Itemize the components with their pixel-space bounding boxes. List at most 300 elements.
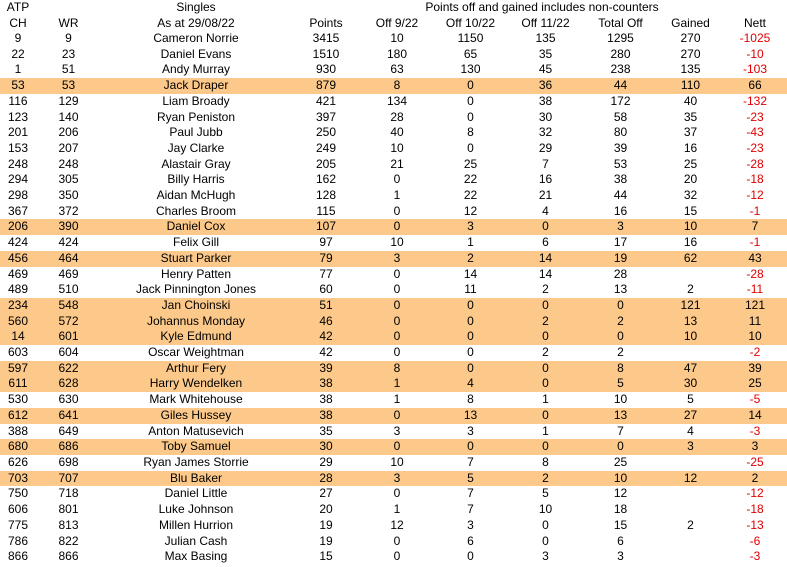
cell-points: 29 (319, 454, 333, 469)
cell-points: 128 (315, 188, 337, 203)
header-cell: Singles (176, 0, 216, 14)
table-row (0, 376, 787, 392)
cell-off10: 65 (463, 46, 478, 61)
cell-name: Daniel Cox (101, 219, 291, 235)
cell-points: 38 (291, 376, 361, 392)
cell-off11: 35 (538, 46, 553, 61)
cell-name: Johannus Monday (101, 314, 291, 330)
cell-gained: 13 (658, 314, 723, 330)
col-header-off9: Off 9/22 (375, 15, 419, 30)
cell-name: Julian Cash (164, 533, 228, 548)
cell-off11: 6 (542, 235, 549, 250)
cell-off9: 1 (393, 188, 401, 203)
cell-gained: 5 (687, 392, 694, 407)
cell-total: 44 (583, 78, 658, 94)
table-row (0, 314, 787, 330)
cell-name: Millen Hurrion (158, 517, 234, 532)
cell-wr: 641 (36, 408, 101, 424)
cell-ch: 611 (0, 376, 36, 392)
cell-total: 13 (583, 408, 658, 424)
col-header-off11: Off 11/22 (521, 15, 570, 30)
cell-gained: 27 (658, 408, 723, 424)
cell-wr: 129 (58, 93, 79, 108)
cell-total: 58 (613, 109, 628, 124)
table-row (0, 361, 787, 377)
cell-points: 20 (319, 502, 333, 517)
cell-gained: 2 (687, 517, 694, 532)
cell-points: 51 (291, 298, 361, 314)
cell-off10: 3 (433, 219, 508, 235)
cell-ch: 866 (7, 549, 29, 564)
cell-off9: 8 (361, 78, 433, 94)
cell-off9: 3 (393, 423, 401, 438)
header-row-1 (0, 0, 787, 16)
table-row (0, 392, 787, 408)
cell-name: Jay Clarke (167, 140, 225, 155)
cell-wr: 801 (58, 502, 79, 517)
cell-off10: 7 (467, 502, 474, 517)
cell-gained: 16 (683, 235, 698, 250)
cell-off11: 21 (538, 188, 553, 203)
cell-total: 44 (613, 188, 628, 203)
table-row (0, 219, 787, 235)
cell-nett: 14 (723, 408, 787, 424)
cell-points: 30 (291, 439, 361, 455)
cell-ch: 14 (0, 329, 36, 345)
cell-off11: 1 (542, 392, 549, 407)
table-row (0, 157, 787, 173)
cell-wr: 510 (58, 282, 79, 297)
cell-wr: 822 (58, 533, 79, 548)
cell-off9: 0 (393, 203, 401, 218)
cell-nett: -23 (746, 140, 764, 155)
cell-wr: 630 (58, 392, 79, 407)
cell-ch: 489 (7, 282, 29, 297)
table-row (0, 329, 787, 345)
cell-off11: 2 (542, 282, 549, 297)
cell-total: 39 (613, 140, 628, 155)
cell-off9: 0 (393, 345, 401, 360)
table-row (0, 141, 787, 157)
header-row-2 (0, 16, 787, 32)
header-cell (291, 0, 361, 16)
cell-total: 3 (617, 549, 624, 564)
cell-gained: 35 (683, 109, 698, 124)
cell-points: 79 (291, 251, 361, 267)
table-row (0, 251, 787, 267)
cell-total: 38 (613, 172, 628, 187)
cell-off11: 0 (542, 517, 549, 532)
cell-off9: 1 (393, 392, 401, 407)
cell-total: 3 (583, 219, 658, 235)
cell-total: 15 (613, 517, 628, 532)
cell-off9: 10 (390, 140, 404, 155)
cell-gained: 12 (658, 471, 723, 487)
cell-total: 172 (610, 93, 631, 108)
cell-gained: 62 (658, 251, 723, 267)
cell-nett: -1025 (739, 31, 771, 45)
cell-off10: 22 (463, 172, 478, 187)
cell-total: 12 (613, 486, 628, 501)
cell-total: 2 (617, 345, 624, 360)
cell-off11: 2 (542, 345, 549, 360)
cell-name: Aidan McHugh (156, 188, 236, 203)
cell-nett: -3 (749, 549, 761, 564)
cell-off9: 12 (390, 517, 404, 532)
table-row (0, 204, 787, 220)
cell-ch: 703 (0, 471, 36, 487)
cell-off9: 3 (361, 251, 433, 267)
cell-gained: 4 (687, 423, 694, 438)
cell-name: Paul Jubb (169, 125, 223, 140)
cell-gained (658, 534, 723, 550)
cell-points: 38 (291, 408, 361, 424)
cell-wr: 206 (58, 125, 79, 140)
cell-total: 16 (613, 203, 628, 218)
cell-points: 421 (315, 93, 337, 108)
cell-nett: 11 (723, 314, 787, 330)
cell-off9: 0 (393, 172, 401, 187)
cell-total: 80 (613, 125, 628, 140)
cell-off10: 22 (463, 188, 478, 203)
cell-total: 280 (610, 46, 631, 61)
cell-off10: 0 (467, 93, 474, 108)
cell-off9: 10 (390, 235, 404, 250)
cell-total: 28 (613, 266, 628, 281)
cell-wr: 305 (58, 172, 79, 187)
cell-name: Arthur Fery (101, 361, 291, 377)
cell-ch: 597 (0, 361, 36, 377)
cell-name: Alastair Gray (161, 156, 231, 171)
cell-total: 10 (583, 471, 658, 487)
col-header-total: Total Off (598, 15, 643, 30)
cell-off10: 3 (467, 423, 474, 438)
cell-gained: 270 (680, 46, 701, 61)
cell-gained: 2 (687, 282, 694, 297)
cell-points: 3415 (312, 31, 340, 45)
cell-gained: 110 (658, 78, 723, 94)
cell-nett: 3 (723, 439, 787, 455)
cell-off11: 0 (508, 219, 583, 235)
cell-ch: 298 (7, 188, 29, 203)
cell-off10: 130 (460, 62, 481, 77)
cell-gained: 32 (683, 188, 698, 203)
cell-off11: 4 (542, 203, 549, 218)
cell-off9: 40 (390, 125, 404, 140)
cell-ch: 153 (7, 140, 29, 155)
cell-gained: 121 (658, 298, 723, 314)
cell-wr: 698 (58, 454, 79, 469)
cell-nett: -5 (749, 392, 761, 407)
cell-ch: 456 (0, 251, 36, 267)
cell-ch: 201 (7, 125, 29, 140)
cell-name: Kyle Edmund (101, 329, 291, 345)
cell-off10: 1 (467, 235, 474, 250)
cell-name: Jack Draper (101, 78, 291, 94)
cell-ch: 603 (7, 345, 29, 360)
cell-off10: 0 (467, 109, 474, 124)
cell-off11: 0 (508, 376, 583, 392)
cell-off11: 30 (538, 109, 553, 124)
cell-off9: 0 (361, 298, 433, 314)
cell-total: 17 (613, 235, 628, 250)
table-row (0, 94, 787, 110)
cell-ch: 22 (11, 46, 25, 61)
cell-ch: 206 (0, 219, 36, 235)
cell-off9: 0 (361, 439, 433, 455)
cell-off9: 0 (393, 486, 401, 501)
cell-points: 397 (315, 109, 337, 124)
cell-wr: 686 (36, 439, 101, 455)
cell-wr: 628 (36, 376, 101, 392)
cell-off9: 10 (390, 31, 404, 45)
cell-off10: 0 (467, 345, 474, 360)
col-header-ch: CH (9, 15, 27, 30)
table-row (0, 110, 787, 126)
cell-off10: 0 (467, 140, 474, 155)
cell-off10: 4 (433, 376, 508, 392)
cell-points: 205 (315, 156, 337, 171)
cell-nett: -12 (746, 486, 764, 501)
cell-total: 8 (583, 361, 658, 377)
col-header-gained: Gained (671, 15, 710, 30)
cell-nett: -11 (746, 282, 764, 297)
cell-name: Ryan James Storrie (143, 454, 249, 469)
cell-off10: 5 (433, 471, 508, 487)
cell-gained: 10 (658, 329, 723, 345)
table-row (0, 455, 787, 471)
cell-name: Mark Whitehouse (149, 392, 243, 407)
cell-ch: 234 (0, 298, 36, 314)
cell-off10: 0 (433, 298, 508, 314)
cell-name: Max Basing (164, 549, 228, 564)
cell-wr: 649 (58, 423, 79, 438)
table-row (0, 424, 787, 440)
cell-gained: 10 (658, 219, 723, 235)
cell-off9: 0 (393, 533, 401, 548)
cell-name: Henry Patten (160, 266, 232, 281)
cell-wr: 372 (58, 203, 79, 218)
cell-ch: 9 (14, 31, 22, 45)
cell-nett: 2 (723, 471, 787, 487)
cell-nett: -103 (742, 62, 768, 77)
cell-gained: 15 (683, 203, 698, 218)
cell-name: Stuart Parker (101, 251, 291, 267)
cell-name: Cameron Norrie (153, 31, 239, 45)
table-row (0, 235, 787, 251)
table-row (0, 125, 787, 141)
cell-ch: 123 (7, 109, 29, 124)
cell-gained (658, 345, 723, 361)
cell-off10: 0 (467, 549, 474, 564)
cell-off11: 0 (508, 408, 583, 424)
table-row (0, 408, 787, 424)
cell-wr: 424 (58, 235, 79, 250)
col-header-points: Points (309, 15, 343, 30)
cell-total: 0 (583, 329, 658, 345)
cell-nett: -10 (746, 46, 764, 61)
cell-off11: 0 (508, 361, 583, 377)
cell-points: 27 (319, 486, 333, 501)
cell-nett: -13 (746, 517, 764, 532)
cell-nett: -18 (746, 172, 764, 187)
cell-off11: 36 (508, 78, 583, 94)
cell-off11: 29 (538, 140, 553, 155)
cell-total: 18 (613, 502, 628, 517)
cell-wr: 53 (36, 78, 101, 94)
table-row (0, 298, 787, 314)
cell-nett: -3 (749, 423, 761, 438)
cell-wr: 464 (36, 251, 101, 267)
cell-points: 107 (291, 219, 361, 235)
cell-name: Billy Harris (167, 172, 225, 187)
cell-total: 2 (583, 314, 658, 330)
cell-off9: 180 (386, 46, 408, 61)
cell-ch: 606 (7, 502, 29, 517)
cell-nett: -28 (746, 266, 764, 281)
cell-points: 1510 (312, 46, 340, 61)
cell-off10: 7 (467, 486, 474, 501)
table-row (0, 486, 787, 502)
cell-off11: 16 (538, 172, 553, 187)
table-body (0, 31, 787, 565)
cell-off9: 1 (393, 502, 401, 517)
table-row (0, 518, 787, 534)
cell-off11: 14 (508, 251, 583, 267)
cell-off10: 0 (433, 78, 508, 94)
cell-ch: 775 (7, 517, 29, 532)
cell-ch: 294 (7, 172, 29, 187)
table-row (0, 62, 787, 78)
cell-off9: 21 (390, 156, 404, 171)
cell-off9: 10 (390, 454, 404, 469)
cell-wr: 207 (58, 140, 79, 155)
cell-ch: 680 (0, 439, 36, 455)
cell-name: Daniel Little (164, 486, 228, 501)
cell-off11: 0 (508, 298, 583, 314)
cell-wr: 51 (61, 62, 76, 77)
cell-name: Harry Wendelken (101, 376, 291, 392)
cell-gained: 37 (683, 125, 698, 140)
cell-nett: 121 (723, 298, 787, 314)
cell-total: 19 (583, 251, 658, 267)
cell-wr: 813 (58, 517, 79, 532)
cell-ch: 469 (7, 266, 29, 281)
cell-off10: 7 (467, 454, 474, 469)
cell-name: Giles Hussey (101, 408, 291, 424)
table-row (0, 439, 787, 455)
header-cell (723, 0, 787, 16)
cell-total: 10 (613, 392, 628, 407)
cell-total: 53 (613, 156, 628, 171)
cell-off11: 2 (508, 471, 583, 487)
cell-off11: 14 (538, 266, 553, 281)
cell-name: Charles Broom (155, 203, 237, 218)
cell-nett: -43 (746, 125, 764, 140)
cell-total: 1295 (607, 31, 634, 45)
cell-nett: -1 (749, 235, 761, 250)
cell-nett: 10 (723, 329, 787, 345)
cell-ch: 116 (8, 93, 28, 108)
col-header-nett: Nett (743, 15, 766, 30)
cell-nett: 7 (723, 219, 787, 235)
cell-name: Luke Johnson (158, 502, 234, 517)
cell-off11: 32 (538, 125, 553, 140)
cell-wr: 572 (36, 314, 101, 330)
cell-wr: 140 (58, 109, 79, 124)
cell-ch: 626 (7, 454, 29, 469)
cell-points: 162 (315, 172, 337, 187)
cell-nett: -28 (746, 156, 764, 171)
cell-ch: 248 (7, 156, 29, 171)
cell-ch: 424 (7, 235, 29, 250)
cell-off10: 0 (433, 329, 508, 345)
table-row (0, 345, 787, 361)
cell-gained (658, 267, 723, 283)
cell-wr: 350 (58, 188, 79, 203)
cell-points: 46 (291, 314, 361, 330)
cell-total: 0 (583, 439, 658, 455)
cell-wr: 601 (36, 329, 101, 345)
col-header-name: As at 29/08/22 (157, 15, 235, 30)
cell-name: Daniel Evans (160, 46, 232, 61)
cell-off11: 0 (542, 533, 549, 548)
cell-wr: 604 (58, 345, 79, 360)
cell-nett: -18 (746, 502, 764, 517)
cell-name: Jan Choinski (101, 298, 291, 314)
cell-off9: 0 (393, 266, 401, 281)
cell-wr: 248 (58, 156, 79, 171)
cell-off11: 135 (535, 31, 556, 45)
cell-off11: 38 (538, 93, 553, 108)
table-row (0, 502, 787, 518)
cell-ch: 750 (7, 486, 29, 501)
cell-name: Andy Murray (161, 62, 231, 77)
table-row (0, 31, 787, 47)
cell-gained: 25 (683, 156, 698, 171)
cell-total: 6 (617, 533, 624, 548)
cell-points: 60 (319, 282, 333, 297)
cell-off11: 7 (542, 156, 549, 171)
cell-points: 38 (319, 392, 333, 407)
table-row (0, 534, 787, 550)
cell-off11: 2 (508, 314, 583, 330)
table-row (0, 549, 787, 565)
cell-off11: 10 (538, 502, 553, 517)
cell-nett: 25 (723, 376, 787, 392)
cell-wr: 718 (58, 486, 79, 501)
cell-off9: 28 (390, 109, 404, 124)
cell-name: Jack Pinnington Jones (135, 282, 257, 297)
cell-off9: 1 (361, 376, 433, 392)
cell-name: Felix Gill (172, 235, 219, 250)
cell-nett: -12 (746, 188, 764, 203)
cell-off10: 8 (467, 125, 474, 140)
cell-nett: 39 (723, 361, 787, 377)
cell-points: 35 (319, 423, 333, 438)
cell-off9: 3 (361, 471, 433, 487)
cell-off10: 12 (463, 203, 478, 218)
cell-wr: 548 (36, 298, 101, 314)
cell-points: 250 (315, 125, 337, 140)
cell-points: 77 (319, 266, 333, 281)
cell-ch: 560 (0, 314, 36, 330)
cell-points: 249 (315, 140, 337, 155)
cell-total: 7 (617, 423, 624, 438)
cell-name: Anton Matusevich (148, 423, 244, 438)
cell-off11: 0 (508, 439, 583, 455)
cell-gained (658, 549, 723, 565)
